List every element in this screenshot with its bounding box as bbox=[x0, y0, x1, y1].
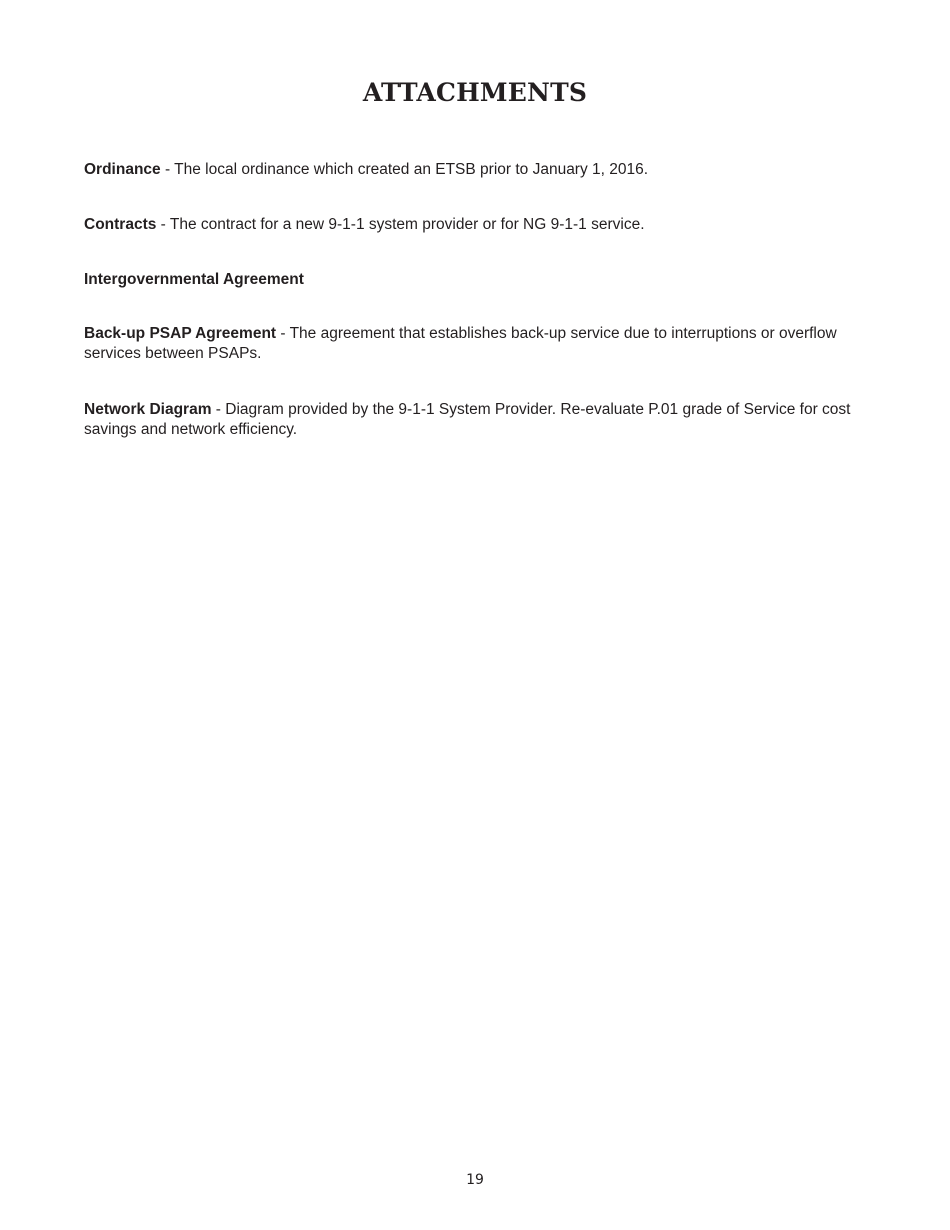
attachment-description: Diagram provided by the 9-1-1 System Provider. Re-evaluate P.01 grade of Service for cost savings and network efficiency. bbox=[84, 401, 851, 438]
attachment-backup-psap-agreement bbox=[84, 324, 864, 364]
attachment-term: Back-up PSAP Agreement bbox=[84, 325, 277, 342]
attachment-term: Ordinance bbox=[84, 161, 161, 178]
attachment-separator: - bbox=[211, 401, 226, 418]
attachment-network-diagram bbox=[84, 400, 864, 440]
attachment-term: Network Diagram bbox=[84, 401, 212, 418]
attachment-description: The agreement that establishes back-up service due to interruptions or overflow services between PSAPs. bbox=[84, 325, 837, 362]
page-title: ATTACHMENTS bbox=[362, 78, 588, 107]
attachment-description: The local ordinance which created an ETSB prior to January 1, 2016. bbox=[174, 161, 649, 178]
attachment-separator: - bbox=[160, 161, 175, 178]
attachment-separator: - bbox=[156, 216, 170, 233]
attachment-intergovernmental-agreement bbox=[84, 270, 304, 290]
attachment-term: Contracts bbox=[84, 216, 157, 233]
attachment-description: The contract for a new 9-1-1 system provider or for NG 9-1-1 service. bbox=[169, 216, 645, 233]
attachment-separator: - bbox=[276, 325, 290, 342]
attachment-ordinance bbox=[84, 160, 648, 180]
attachment-term: Intergovernmental Agreement bbox=[84, 271, 304, 288]
attachment-contracts bbox=[84, 215, 645, 235]
page-number: 19 bbox=[466, 1172, 484, 1188]
